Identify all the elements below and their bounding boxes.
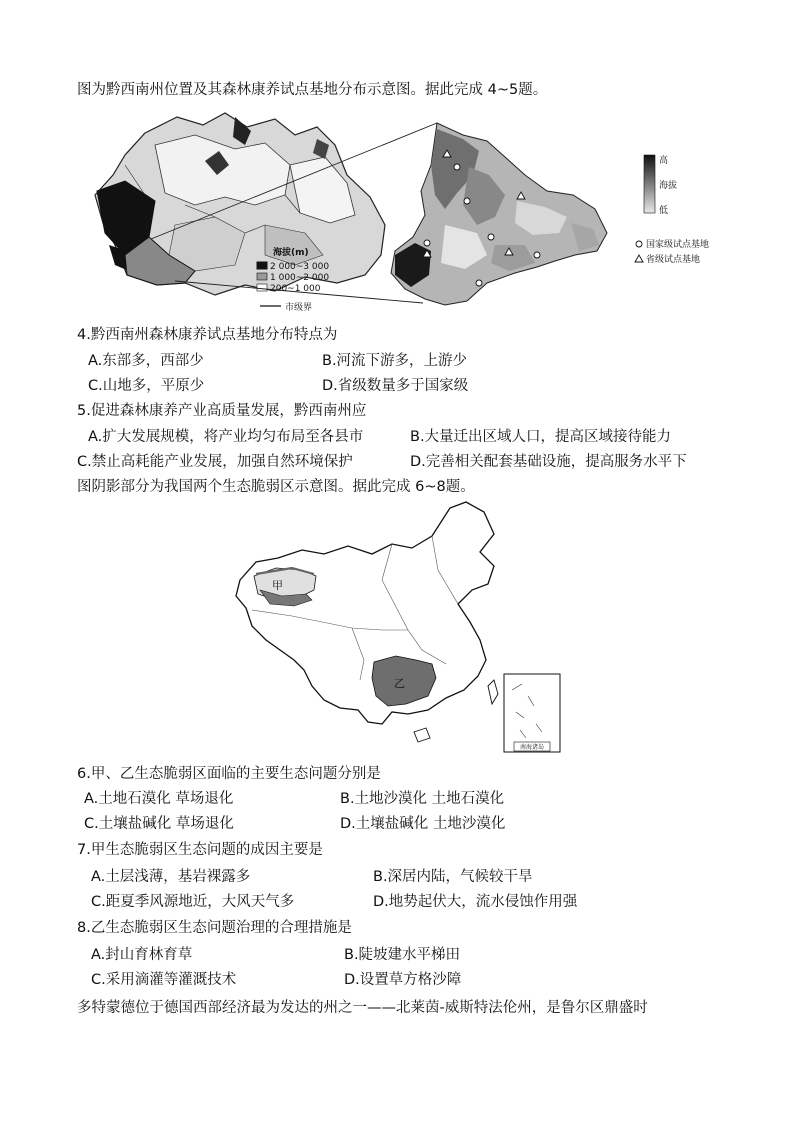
q6-stem: 6.甲、乙生态脆弱区面临的主要生态问题分别是	[77, 766, 381, 782]
guizhou-province-map	[95, 113, 385, 295]
elevation-gradient-bar	[644, 155, 655, 213]
q5-option-a[interactable]: A.扩大发展规模，将产业均匀布局至各县市	[88, 429, 364, 445]
q8-stem: 8.乙生态脆弱区生态问题治理的合理措施是	[77, 920, 352, 936]
zone-label-jia: 甲	[272, 579, 283, 592]
south-china-sea-inset	[504, 674, 560, 752]
zone-label-yi: 乙	[394, 677, 405, 690]
q6-option-b[interactable]: B.土地沙漠化 土地石漠化	[340, 791, 505, 807]
gradient-high: 高	[659, 156, 669, 166]
q4-option-b[interactable]: B.河流下游多，上游少	[322, 353, 468, 369]
q5-option-b[interactable]: B.大量迁出区域人口，提高区域接待能力	[410, 429, 672, 445]
legend-item-mid: 1 000~2 000	[270, 273, 330, 283]
q7-option-d[interactable]: D.地势起伏大，流水侵蚀作用强	[373, 894, 578, 910]
q8-option-c[interactable]: C.采用滴灌等灌溉技术	[91, 972, 237, 988]
outro-text: 多特蒙德位于德国西部经济最为发达的州之一——北莱茵-威斯特法伦州，是鲁尔区鼎盛时	[77, 1000, 648, 1016]
q4-option-d[interactable]: D.省级数量多于国家级	[322, 378, 469, 394]
q5-stem: 5.促进森林康养产业高质量发展，黔西南州应	[77, 403, 367, 419]
legend-item-low: 200~1 000	[270, 284, 321, 294]
q6-option-c[interactable]: C.土壤盐碱化 草场退化	[84, 816, 234, 832]
q8-option-a[interactable]: A.封山育林育草	[91, 947, 193, 963]
legend-boundary: 市级界	[285, 303, 313, 313]
legend-national-site: 国家级试点基地	[646, 240, 710, 250]
national-site-icon	[636, 241, 642, 247]
q8-option-b[interactable]: B.陡坡建水平梯田	[344, 947, 461, 963]
intro-text-1: 图为黔西南州位置及其森林康养试点基地分布示意图。据此完成 4~5题。	[77, 82, 548, 98]
q4-option-c[interactable]: C.山地多，平原少	[88, 378, 205, 394]
gradient-low: 低	[659, 206, 669, 216]
q8-option-d[interactable]: D.设置草方格沙障	[344, 972, 462, 988]
inset-label: 南海诸岛	[519, 744, 545, 751]
q4-stem: 4.黔西南州森林康养试点基地分布特点为	[77, 327, 338, 343]
qianxinan-relief-map	[391, 123, 607, 305]
qianxinan-location-map	[85, 105, 735, 317]
china-fragile-zone-map	[232, 500, 562, 755]
q7-option-b[interactable]: B.深居内陆，气候较干旱	[373, 869, 533, 885]
legend-item-high: 2 000~3 000	[270, 262, 330, 272]
q7-stem: 7.甲生态脆弱区生态问题的成因主要是	[77, 842, 323, 858]
q7-option-a[interactable]: A.土层浅薄，基岩裸露多	[91, 869, 251, 885]
q4-option-a[interactable]: A.东部多，西部少	[88, 353, 204, 369]
q5-option-c[interactable]: C.禁止高耗能产业发展，加强自然环境保护	[77, 454, 353, 470]
legend-title: 海拔(m)	[273, 248, 309, 258]
q6-option-a[interactable]: A.土地石漠化 草场退化	[84, 791, 234, 807]
q7-option-c[interactable]: C.距夏季风源地近，大风天气多	[91, 894, 295, 910]
provincial-site-icon	[635, 255, 643, 262]
gradient-mid: 海拔	[659, 181, 678, 191]
legend-provincial-site: 省级试点基地	[646, 255, 701, 265]
intro-text-2: 图阴影部分为我国两个生态脆弱区示意图。据此完成 6~8题。	[77, 479, 475, 495]
q5-option-d[interactable]: D.完善相关配套基础设施，提高服务水平下	[410, 454, 687, 470]
q6-option-d[interactable]: D.土壤盐碱化 土地沙漠化	[340, 816, 506, 832]
